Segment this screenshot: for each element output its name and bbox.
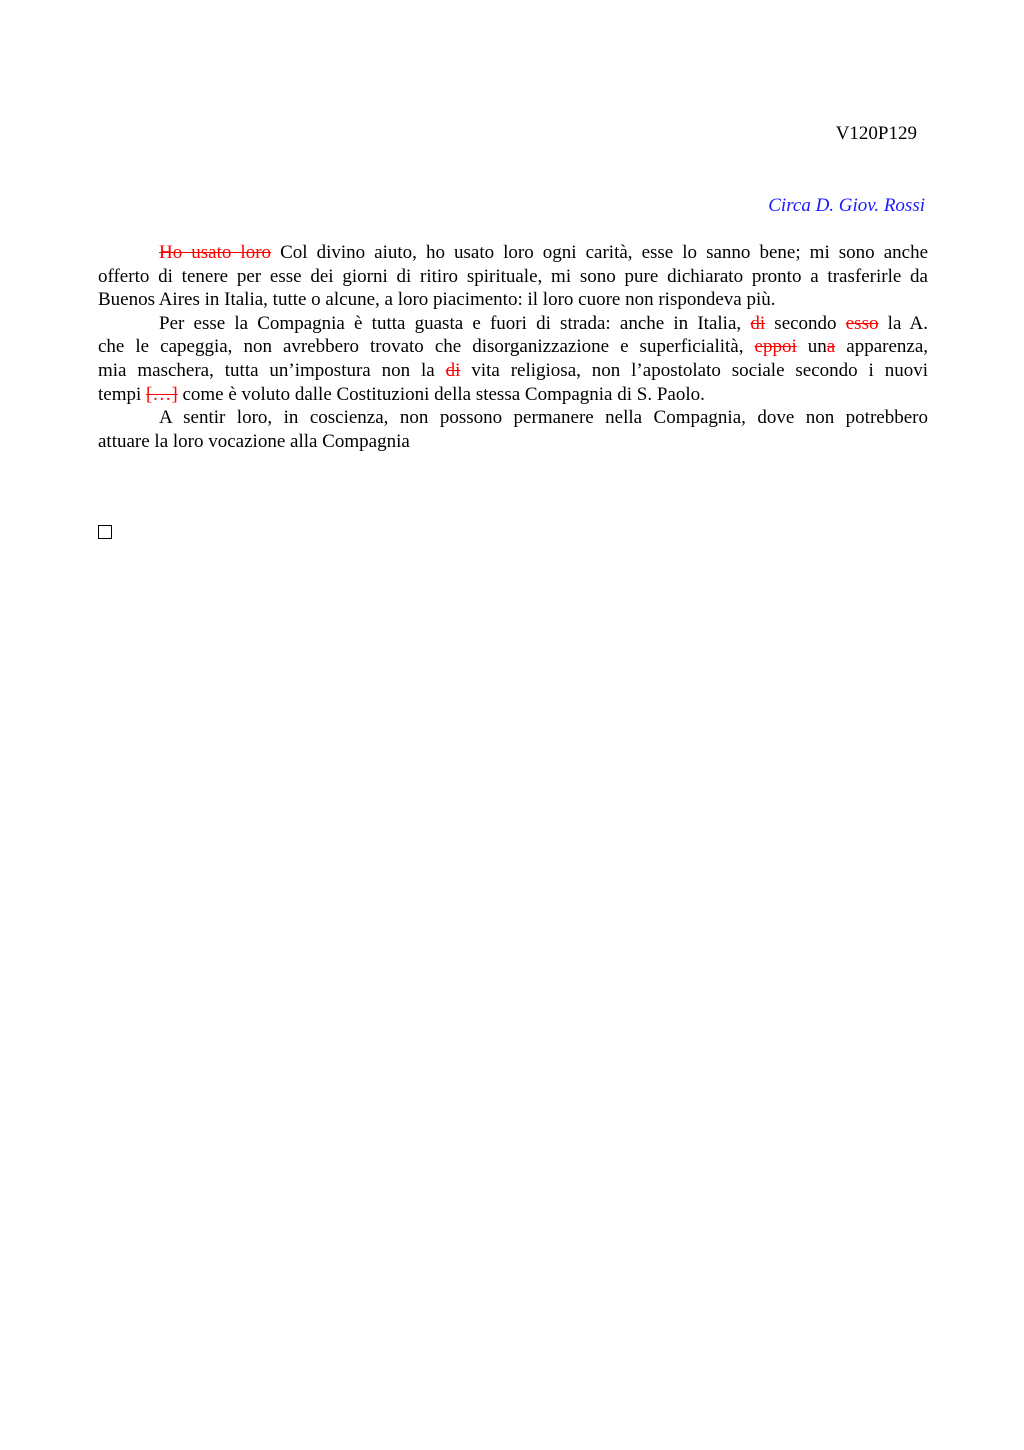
p3-line-2: attuare la loro vocazione alla Compagnia <box>98 430 410 452</box>
deleted-text: eppoi <box>754 336 797 358</box>
text-run: apparenza, <box>835 336 928 358</box>
p2-line-3 <box>98 359 928 383</box>
deleted-text: di <box>445 359 461 381</box>
p2-line-1 <box>98 312 928 336</box>
page-id: V120P129 <box>835 123 917 144</box>
p2-line-2 <box>98 335 928 359</box>
p1-line-3: Buenos Aires in Italia, tutte o alcune, a loro piacimento: il loro cuore non rispondeva più. <box>98 289 776 311</box>
text-run: secondo <box>765 312 846 334</box>
text-run: la A. <box>878 312 928 334</box>
p2-line-4 <box>98 383 928 407</box>
text-run: un <box>796 336 827 358</box>
text-run: mia maschera, tutta un’impostura non la <box>98 359 446 381</box>
deleted-text: […] <box>146 383 178 405</box>
text-run: vita religiosa, non l’apostolato sociale secondo i nuovi <box>460 359 929 381</box>
p1-line-1 <box>98 241 928 265</box>
document-body <box>98 241 928 453</box>
text-run: come è voluto dalle Costituzioni della stessa Compagnia di S. Paolo. <box>177 383 705 405</box>
deleted-text: di <box>750 312 766 334</box>
text-run: Col divino aiuto, ho usato loro ogni carità, esse lo sanno bene; mi sono anche <box>271 242 928 263</box>
checkbox[interactable] <box>98 525 112 539</box>
section-heading: Circa D. Giov. Rossi <box>768 195 925 216</box>
p3-line-1: A sentir loro, in coscienza, non possono permanere nella Compagnia, dove non potrebbero <box>159 407 928 429</box>
deleted-text: esso <box>845 312 879 334</box>
text-run: tempi <box>98 383 147 405</box>
text-run: Per esse la Compagnia è tutta guasta e fuori di strada: anche in Italia, <box>159 312 751 334</box>
text-run: che le capeggia, non avrebbero trovato che disorganizzazione e superficialità, <box>98 336 755 358</box>
deleted-text: Ho usato loro <box>159 242 272 263</box>
deleted-text: a <box>826 336 836 358</box>
p1-line-2: offerto di tenere per esse dei giorni di ritiro spirituale, mi sono pure dichiarato pronto a trasferirle da <box>98 265 928 287</box>
